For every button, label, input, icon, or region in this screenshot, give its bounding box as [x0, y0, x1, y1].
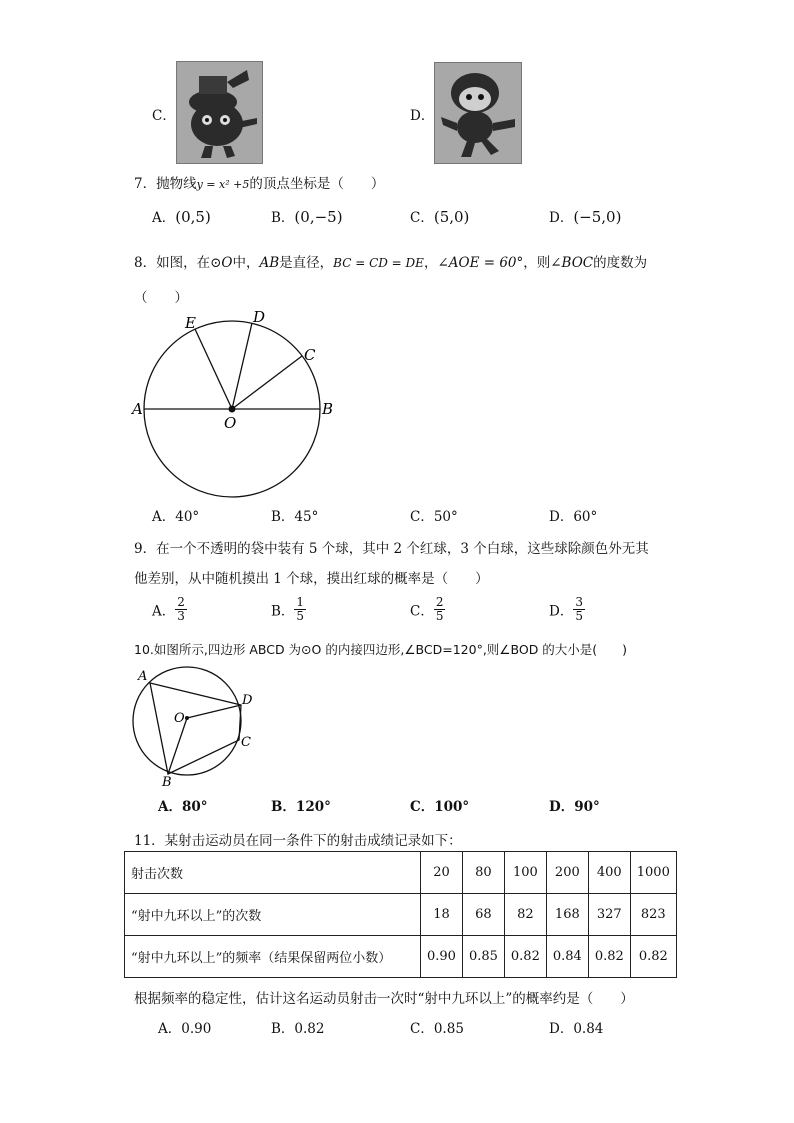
- q10-circle: [133, 667, 241, 775]
- q8-circle-symbol: ⊙O: [210, 255, 233, 271]
- q7-stem-post: 的顶点坐标是（ ）: [249, 176, 385, 192]
- q7-option-a: [152, 206, 211, 226]
- table-row-head: 射击次数: [125, 852, 421, 894]
- q11-option-b-value: 0.82: [294, 1021, 325, 1037]
- q9-option-d-den: 5: [575, 609, 583, 623]
- q11-option-a-value: 0.90: [181, 1021, 212, 1037]
- q9-option-a-num: 2: [177, 595, 185, 609]
- q7-formula: y = x² +5: [196, 178, 250, 191]
- q11-option-d: [549, 1017, 603, 1037]
- table-cell: 80: [462, 852, 504, 894]
- q9-option-d-fraction: [573, 596, 585, 623]
- q10-circle-figure: [126, 664, 262, 788]
- q9-option-b-num: 1: [296, 595, 305, 609]
- q8-label-a: A: [132, 400, 143, 418]
- q11-option-d-label: D．: [549, 1021, 574, 1037]
- table-cell: 0.85: [462, 936, 504, 978]
- table-cell: 1000: [630, 852, 676, 894]
- q9-line1: 9．在一个不透明的袋中装有 5 个球，其中 2 个红球，3 个白球，这些球除颜色外无其: [134, 541, 649, 557]
- q7-option-c-value: (5,0): [433, 208, 470, 226]
- q10-option-c: [410, 795, 469, 815]
- q9-line2: 他差别，从中随机摸出 1 个球，摸出红球的概率是（ ）: [134, 571, 489, 587]
- q8-circle-figure: [128, 306, 342, 500]
- q9-option-b-label: B．: [271, 603, 295, 620]
- q8-option-c: [410, 505, 458, 525]
- q10-option-b-value: 120°: [295, 799, 331, 815]
- q8-angle-given: ∠AOE = 60°: [437, 255, 524, 271]
- q7-option-b-value: (0,−5): [294, 208, 343, 226]
- q8-option-b-label: B．: [271, 509, 295, 525]
- q9-option-b: [271, 596, 306, 623]
- q8-stem-f: 的度数为: [593, 255, 648, 271]
- q9-option-c-num: 2: [435, 595, 444, 609]
- table-cell: 0.84: [546, 936, 588, 978]
- q7-option-d-label: D．: [549, 210, 574, 226]
- mascot-d-icon: [435, 63, 521, 163]
- table-row-head: “射中九环以上”的次数: [125, 894, 421, 936]
- q9-option-a-fraction: [175, 596, 187, 623]
- q11-question: 根据频率的稳定性，估计这名运动员射击一次时“射中九环以上”的概率约是（ ）: [134, 991, 634, 1007]
- q11-score-table: [124, 851, 677, 978]
- q8-center-dot: [229, 406, 236, 413]
- q8-option-a-value: 40°: [175, 509, 200, 525]
- q8-stem-b: 中，: [232, 255, 260, 271]
- q9-option-d: [549, 596, 585, 623]
- q9-option-b-fraction: [294, 596, 306, 623]
- q8-label-e: E: [185, 314, 196, 332]
- q8-stem-c: 是直径，: [279, 255, 334, 271]
- q8-option-b-value: 45°: [294, 509, 319, 525]
- q8-label-b: B: [322, 400, 334, 418]
- q10-label-c: C: [241, 735, 251, 750]
- q10-option-b: [271, 795, 331, 815]
- table-row: [125, 936, 677, 978]
- table-cell: 400: [588, 852, 630, 894]
- q9-option-a: [152, 596, 187, 623]
- q10-quadrilateral: [150, 683, 241, 774]
- q7-option-a-value: (0,5): [175, 208, 211, 226]
- table-cell: 100: [504, 852, 546, 894]
- q10-option-d-label: D．: [549, 799, 575, 815]
- q8-option-a-label: A．: [152, 509, 176, 525]
- q8-label-c: C: [304, 346, 316, 364]
- table-cell: 0.82: [630, 936, 676, 978]
- table-cell: 327: [588, 894, 630, 936]
- q7-stem-pre: 7．抛物线: [134, 176, 197, 192]
- q8-stem-a: 8．如图，在: [134, 255, 211, 271]
- q10-option-a-value: 80°: [181, 799, 208, 815]
- q8-option-c-value: 50°: [433, 509, 458, 525]
- q8-option-a: [152, 505, 199, 525]
- q7-option-b-label: B．: [271, 210, 295, 226]
- q7-option-c: [410, 206, 469, 226]
- table-cell: 68: [462, 894, 504, 936]
- mascot-image-c: [176, 61, 263, 164]
- q8-option-d-value: 60°: [573, 509, 598, 525]
- q8-ab: AB: [259, 255, 280, 271]
- table-cell: 823: [630, 894, 676, 936]
- q8-label-o: O: [224, 414, 237, 432]
- q8-option-c-label: C．: [410, 509, 434, 525]
- q6-option-d-label: D．: [410, 108, 435, 124]
- q9-option-a-den: 3: [177, 609, 185, 623]
- q9-option-c-label: C．: [410, 603, 434, 620]
- q7-option-d-value: (−5,0): [573, 208, 622, 226]
- q8-option-d-label: D．: [549, 509, 574, 525]
- q10-label-a: A: [138, 669, 148, 684]
- q7-option-d: [549, 206, 621, 226]
- q10-label-d: D: [242, 693, 253, 708]
- q8-stem: [134, 251, 647, 271]
- q8-stem-e: ，则: [523, 255, 551, 271]
- table-row: [125, 894, 677, 936]
- q11-option-a: [158, 1017, 211, 1037]
- q7-option-c-label: C．: [410, 210, 434, 226]
- q7-stem: [134, 172, 384, 192]
- q8-option-b: [271, 505, 318, 525]
- q8-label-d: D: [253, 308, 266, 326]
- q11-stem: 11．某射击运动员在同一条件下的射击成绩记录如下：: [134, 833, 462, 849]
- q10-option-c-label: C．: [410, 799, 435, 815]
- q11-option-d-value: 0.84: [573, 1021, 604, 1037]
- table-cell: 18: [421, 894, 463, 936]
- q9-option-d-num: 3: [575, 595, 583, 609]
- q7-option-a-label: A．: [152, 210, 176, 226]
- q9-option-b-den: 5: [296, 609, 305, 623]
- q10-segment-od: [187, 705, 241, 718]
- q10-stem: 10.如图所示,四边形 ABCD 为⊙O 的内接四边形,∠BCD=120°,则∠BOD 的大小是( ): [134, 642, 628, 657]
- table-cell: 0.82: [504, 936, 546, 978]
- q9-option-d-label: D．: [549, 603, 574, 620]
- q8-arcs: BC = CD = DE: [333, 256, 424, 270]
- mascot-c-icon: [177, 62, 262, 163]
- q10-option-d-value: 90°: [574, 799, 600, 815]
- q8-radius-oe: [195, 329, 232, 409]
- table-cell: 0.82: [588, 936, 630, 978]
- table-cell: 168: [546, 894, 588, 936]
- q6-option-c-label: C．: [152, 108, 176, 124]
- q10-option-b-label: B．: [271, 799, 296, 815]
- q9-option-c-den: 5: [435, 609, 444, 623]
- q10-option-d: [549, 795, 600, 815]
- q11-option-c-value: 0.85: [433, 1021, 464, 1037]
- q10-label-b: B: [162, 775, 172, 788]
- q9-option-a-label: A．: [152, 603, 176, 620]
- table-cell: 0.90: [421, 936, 463, 978]
- q8-angle-ask: ∠BOC: [550, 255, 594, 271]
- q11-option-a-label: A．: [158, 1021, 182, 1037]
- table-cell: 20: [421, 852, 463, 894]
- q10-center-dot: [185, 716, 189, 720]
- q11-option-c-label: C．: [410, 1021, 434, 1037]
- q9-option-c-fraction: [434, 596, 446, 623]
- q11-option-c: [410, 1017, 464, 1037]
- q11-option-b: [271, 1017, 324, 1037]
- table-cell: 200: [546, 852, 588, 894]
- q10-label-o: O: [174, 711, 185, 726]
- q9-option-c: [410, 596, 445, 623]
- q8-stem-line2: （ ）: [134, 290, 188, 306]
- q7-option-b: [271, 206, 343, 226]
- q10-option-a-label: A．: [158, 799, 182, 815]
- q10-option-c-value: 100°: [434, 799, 470, 815]
- table-row-head: “射中九环以上”的频率（结果保留两位小数）: [125, 936, 421, 978]
- q10-option-a: [158, 795, 208, 815]
- table-cell: 82: [504, 894, 546, 936]
- q8-option-d: [549, 505, 597, 525]
- table-row: [125, 852, 677, 894]
- q11-option-b-label: B．: [271, 1021, 295, 1037]
- mascot-image-d: [434, 62, 522, 164]
- q8-stem-d: ，: [423, 255, 438, 271]
